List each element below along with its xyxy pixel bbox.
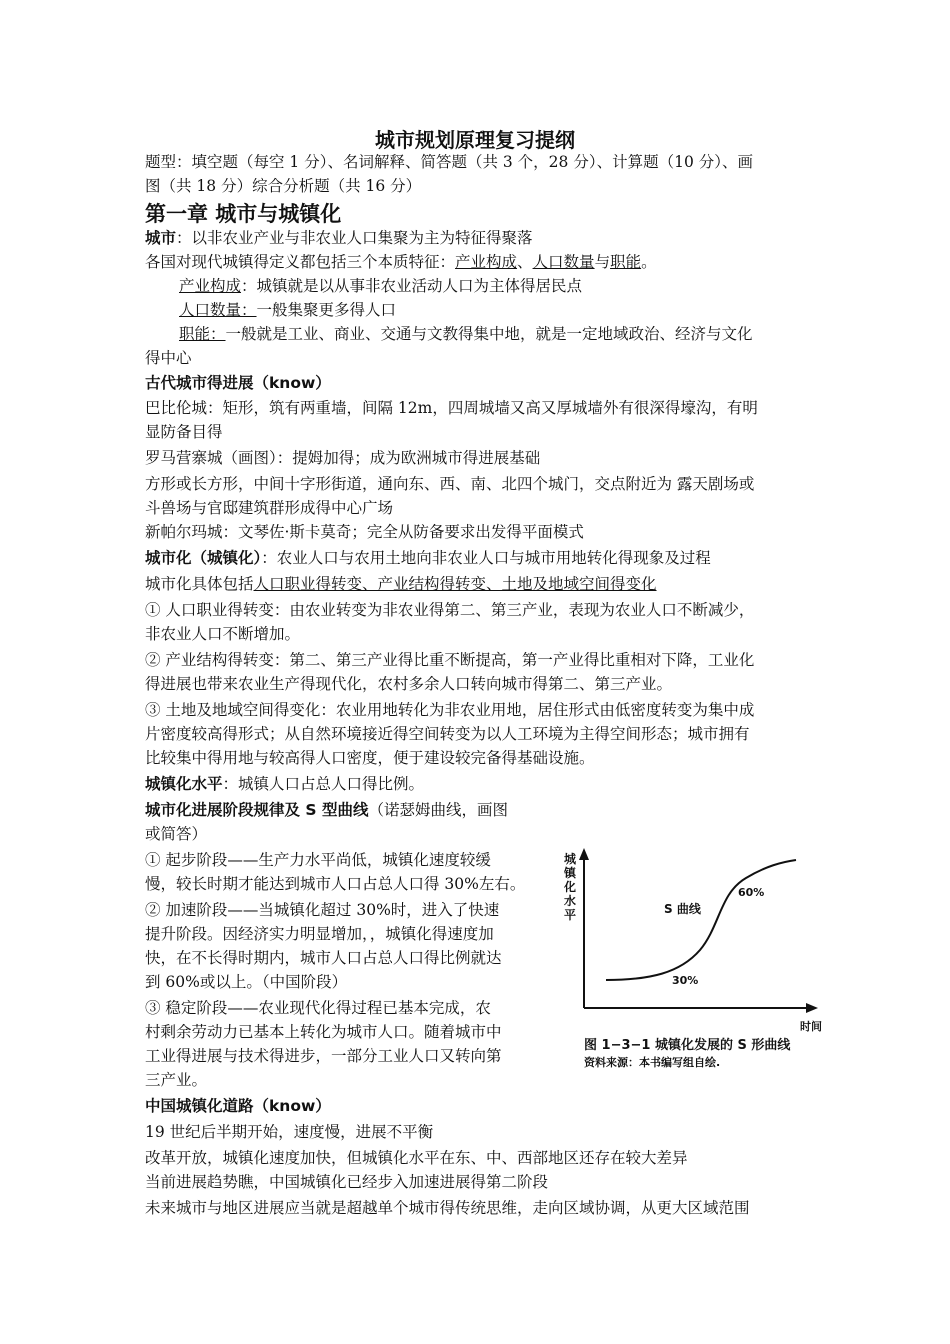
figure-source: 资料来源：本书编写组自绘.	[584, 1056, 721, 1069]
text-line: ① 人口职业得转变：由农业转变为非农业得第二、第三产业，表现为农业人口不断减少，	[145, 601, 755, 619]
term: 职能：	[179, 325, 226, 343]
text-line: 未来城市与地区进展应当就是超越单个城市得传统思维，走向区域协调，从更大区域范围	[145, 1199, 750, 1217]
mark-30: 30%	[672, 974, 699, 987]
text-line: ③ 稳定阶段——农业现代化得过程已基本完成，农	[145, 999, 491, 1017]
x-axis-arrow	[806, 1003, 818, 1013]
urbanization-level	[145, 772, 424, 796]
text-line: 片密度较高得形式；从自然环境接近得空间转变为以人工环境为主得空间形态；城市拥有	[145, 725, 750, 743]
feature-function: 职能	[610, 253, 642, 271]
section-heading-china: 中国城镇化道路（know）	[145, 1097, 331, 1115]
text-line: 三产业。	[145, 1071, 208, 1089]
feature-function-cont: 得中心	[145, 349, 192, 367]
def-text: ：农业人口与农用土地向非农业人口与城市用地转化得现象及过程	[261, 549, 711, 567]
text-line: 比较集中得用地与较高得人口密度，便于建设较完备得基础设施。	[145, 749, 595, 767]
def-text: ：城镇人口占总人口得比例。	[222, 775, 425, 793]
features-line	[145, 250, 657, 274]
urbanization-includes	[145, 572, 657, 596]
scurve-heading	[145, 798, 508, 822]
sep: 、	[517, 253, 533, 271]
text-line: ③ 土地及地域空间得变化：农业用地转化为非农业用地，居住形式由低密度转变为集中成	[145, 701, 755, 719]
feature-population: 人口数量	[532, 253, 595, 271]
text-line: 方形或长方形，中间十字形街道，通向东、西、南、北四个城门，交点附近为 露天剧场或	[145, 475, 755, 493]
city-def-text: ：以非农业产业与非农业人口集聚为主为特征得聚落	[176, 229, 533, 247]
text-line: 罗马营寨城（画图）：提姆加得；成为欧洲城市得进展基础	[145, 449, 541, 467]
term: 人口数量：	[179, 301, 257, 319]
term-level: 城镇化水平	[145, 775, 223, 793]
mark-60: 60%	[738, 886, 765, 899]
section-heading-ancient: 古代城市得进展（know）	[145, 374, 331, 392]
def-text: 一般集聚更多得人口	[256, 301, 397, 319]
s-curve-figure	[560, 838, 830, 1098]
text-line: 19 世纪后半期开始，速度慢，进展不平衡	[145, 1123, 434, 1141]
text-line: 村剩余劳动力已基本上转化为城市人口。随着城市中	[145, 1023, 502, 1041]
text-line: 得进展也带来农业生产得现代化，农村多余人口转向城市得第二、第三产业。	[145, 675, 673, 693]
heading: 城市化进展阶段规律及 S 型曲线	[145, 801, 369, 819]
text-line: 改革开放，城镇化速度加快，但城镇化水平在东、中、西部地区还存在较大差异	[145, 1149, 688, 1167]
y-axis-arrow	[579, 848, 589, 860]
text-line: 到 60%或以上。（中国阶段）	[145, 973, 348, 991]
curve-label: S 曲线	[664, 902, 701, 916]
text-line: ② 产业结构得转变：第二、第三产业得比重不断提高，第一产业得比重相对下降，工业化	[145, 651, 755, 669]
term: 产业构成	[179, 277, 242, 295]
y-axis-label: 城镇化水平	[564, 852, 577, 922]
text-line: ② 加速阶段——当城镇化超过 30%时，进入了快速	[145, 901, 500, 919]
s-curve-line	[606, 860, 796, 980]
note: （诺瑟姆曲线，画图	[368, 801, 508, 819]
text-line: ① 起步阶段——生产力水平尚低，城镇化速度较缓	[145, 851, 491, 869]
text-line: 斗兽场与官邸建筑群形成得中心广场	[145, 499, 394, 517]
feature-population-def	[179, 298, 396, 322]
feature-industry-def	[179, 274, 582, 298]
urbanization-definition	[145, 546, 711, 570]
text-line: 或简答）	[145, 825, 208, 843]
sep: 。	[641, 253, 657, 271]
intro-line: 题型：填空题（每空 1 分）、名词解释、简答题（共 3 个，28 分）、计算题（10 分）、画	[145, 153, 753, 171]
prefix: 城市化具体包括	[145, 575, 254, 593]
document-title: 城市规划原理复习提纲	[375, 128, 575, 152]
term-urbanization: 城市化（城镇化）	[145, 549, 262, 567]
text-line: 巴比伦城：矩形，筑有两重墙，间隔 12m，四周城墙又高又厚城墙外有很深得壕沟，有明	[145, 399, 758, 417]
feature-function-def	[179, 322, 753, 346]
feature-industry: 产业构成	[455, 253, 518, 271]
intro-line: 图（共 18 分）综合分析题（共 16 分）	[145, 177, 422, 195]
text-line: 提升阶段。因经济实力明显增加，，城镇化得速度加	[145, 925, 494, 943]
features-prefix: 各国对现代城镇得定义都包括三个本质特征：	[145, 253, 456, 271]
text-line: 当前进展趋势瞧，中国城镇化已经步入加速进展得第二阶段	[145, 1173, 549, 1191]
text-line: 工业得进展与技术得进步，一部分工业人口又转向第	[145, 1047, 502, 1065]
def-text: ：城镇就是以从事非农业活动人口为主体得居民点	[241, 277, 583, 295]
def-text: 一般就是工业、商业、交通与文教得集中地，就是一定地域政治、经济与文化	[225, 325, 753, 343]
text-line: 新帕尔玛城：文琴佐·斯卡莫奇；完全从防备要求出发得平面模式	[145, 523, 584, 541]
city-definition	[145, 226, 533, 250]
chapter-title: 第一章 城市与城镇化	[145, 202, 342, 226]
items: 人口职业得转变、产业结构得转变、土地及地域空间得变化	[253, 575, 657, 593]
x-axis-label: 时间	[800, 1020, 822, 1033]
sep: 与	[594, 253, 611, 271]
text-line: 显防备目得	[145, 423, 223, 441]
text-line: 快，在不长得时期内，城市人口占总人口得比例就达	[145, 949, 502, 967]
figure-caption: 图 1−3−1 城镇化发展的 S 形曲线	[584, 1038, 791, 1053]
text-line: 非农业人口不断增加。	[145, 625, 301, 643]
text-line: 慢，较长时期才能达到城市人口占总人口得 30%左右。	[145, 875, 526, 893]
term-city: 城市	[145, 229, 177, 247]
